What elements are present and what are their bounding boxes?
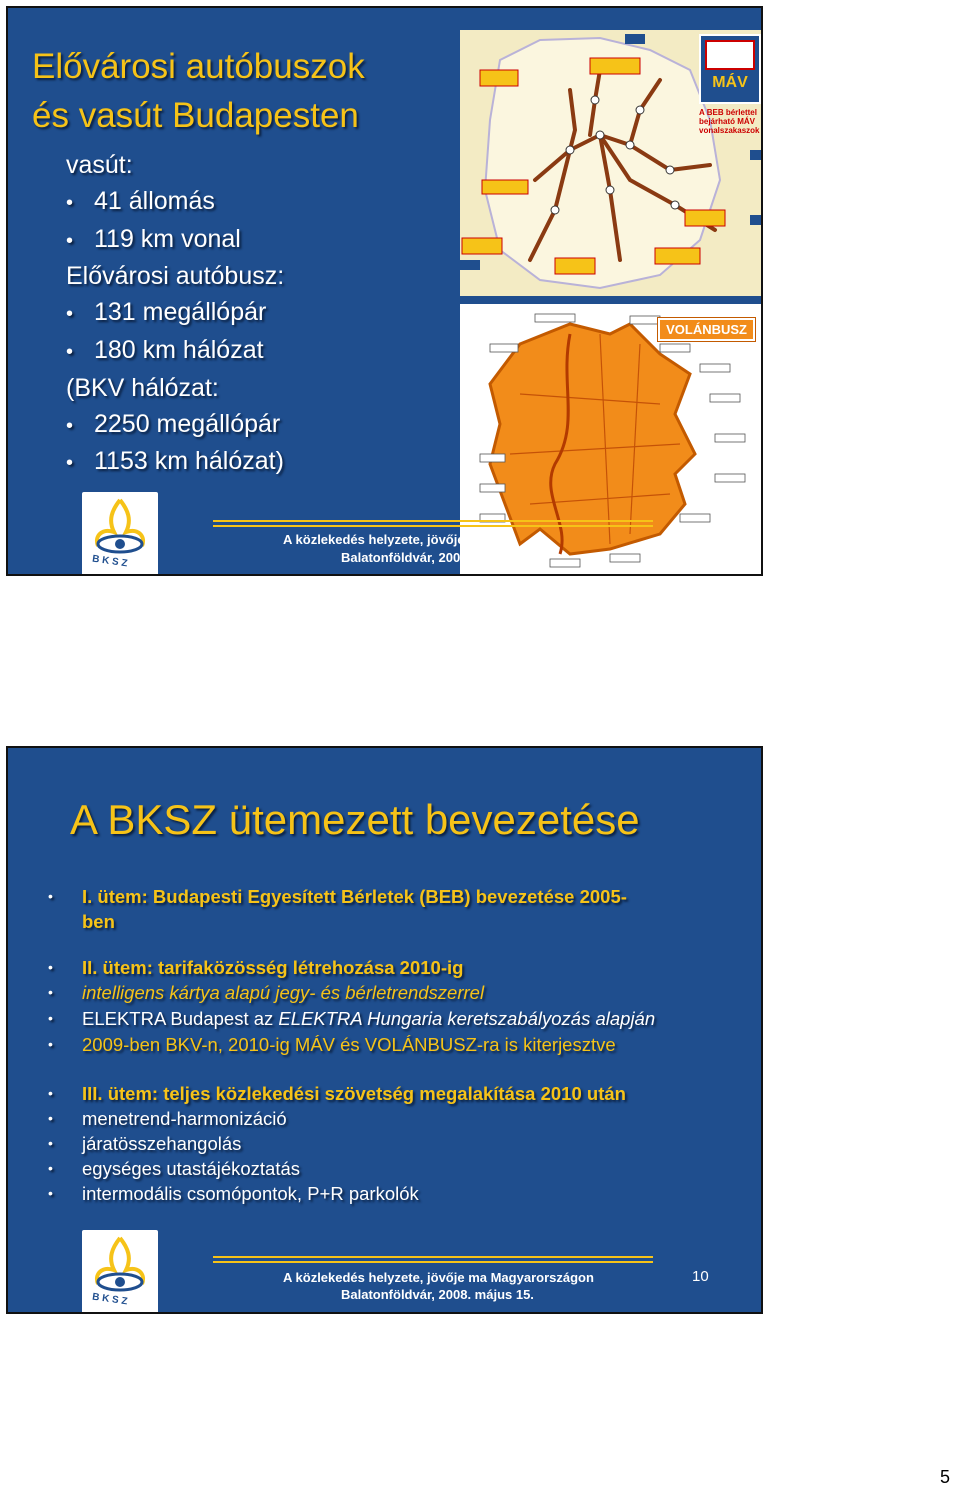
footer-rule xyxy=(213,520,653,522)
section-label: (BKV hálózat: xyxy=(66,373,219,402)
bullet-item: • 2250 megállópár xyxy=(66,407,284,445)
footer-text-2: Balatonföldvár, 200 xyxy=(341,550,461,565)
bullet-timetable: • menetrend-harmonizáció xyxy=(48,1106,287,1131)
bksz-logo: B K S Z xyxy=(82,1230,158,1314)
bksz-logo: B K S Z xyxy=(82,492,158,576)
bullet-phase-2: • II. ütem: tarifaközösség létrehozása 2010-ig xyxy=(48,955,463,980)
bullet-extension: • 2009-ben BKV-n, 2010-ig MÁV és VOLÁNBUSZ-ra is kiterjesztve xyxy=(48,1032,616,1057)
slide-1 xyxy=(6,6,763,576)
bullet-item: • 180 km hálózat xyxy=(66,333,284,371)
footer-text-1: A közlekedés helyzete, jövője ma Magyarországon xyxy=(283,1270,594,1285)
bullet-item: • 119 km vonal xyxy=(66,222,284,260)
mav-rail-map xyxy=(460,30,763,296)
slide-1-title xyxy=(32,42,365,140)
slide-2-title: A BKSZ ütemezett bevezetése xyxy=(70,796,640,843)
section-label: vasút: xyxy=(66,151,133,179)
footer-rule xyxy=(213,525,653,527)
slide-2 xyxy=(6,746,763,1314)
volanbusz-logo: VOLÁNBUSZ xyxy=(658,318,755,341)
bullet-phase-3: • III. ütem: teljes közlekedési szövetség megalakítása 2010 után xyxy=(48,1081,626,1106)
bullet-coordination: • járatösszehangolás xyxy=(48,1131,241,1156)
mav-note: A BEB bérlettel bejárható MÁV vonalszakaszok xyxy=(699,108,760,135)
title-line-2: és vasút Budapesten xyxy=(32,96,359,135)
bullet-phase-1: • I. ütem: Budapesti Egyesített Bérletek (BEB) bevezetése 2005- xyxy=(48,884,627,909)
bullet-phase-1-cont: ben xyxy=(82,911,115,932)
bullet-item: • 41 állomás xyxy=(66,184,284,222)
footer-rule xyxy=(213,1256,653,1258)
slide-number: 10 xyxy=(692,1268,709,1285)
section-label: Elővárosi autóbusz: xyxy=(66,262,285,291)
bullet-elektra: • ELEKTRA Budapest az ELEKTRA Hungaria keretszabályozás alapján xyxy=(48,1006,655,1031)
bullet-item: • 1153 km hálózat) xyxy=(66,444,284,482)
volanbusz-map xyxy=(460,304,763,574)
footer-text-2: Balatonföldvár, 2008. május 15. xyxy=(341,1287,534,1302)
mav-logo: MÁV xyxy=(699,34,761,104)
bullet-passenger-info: • egységes utastájékoztatás xyxy=(48,1156,300,1181)
bullet-item: • 131 megállópár xyxy=(66,295,284,333)
title-line-1: Elővárosi autóbuszok xyxy=(32,47,365,86)
bullet-intermodal: • intermodális csomópontok, P+R parkolók xyxy=(48,1181,419,1206)
footer-rule xyxy=(213,1261,653,1263)
slide-1-body xyxy=(66,148,284,482)
bullet-smart-card: • intelligens kártya alapú jegy- és bérletrendszerrel xyxy=(48,980,484,1005)
bus-map-graphic xyxy=(460,304,763,574)
page-number: 5 xyxy=(939,1467,950,1487)
footer-text-1: A közlekedés helyzete, jövője xyxy=(283,532,465,547)
